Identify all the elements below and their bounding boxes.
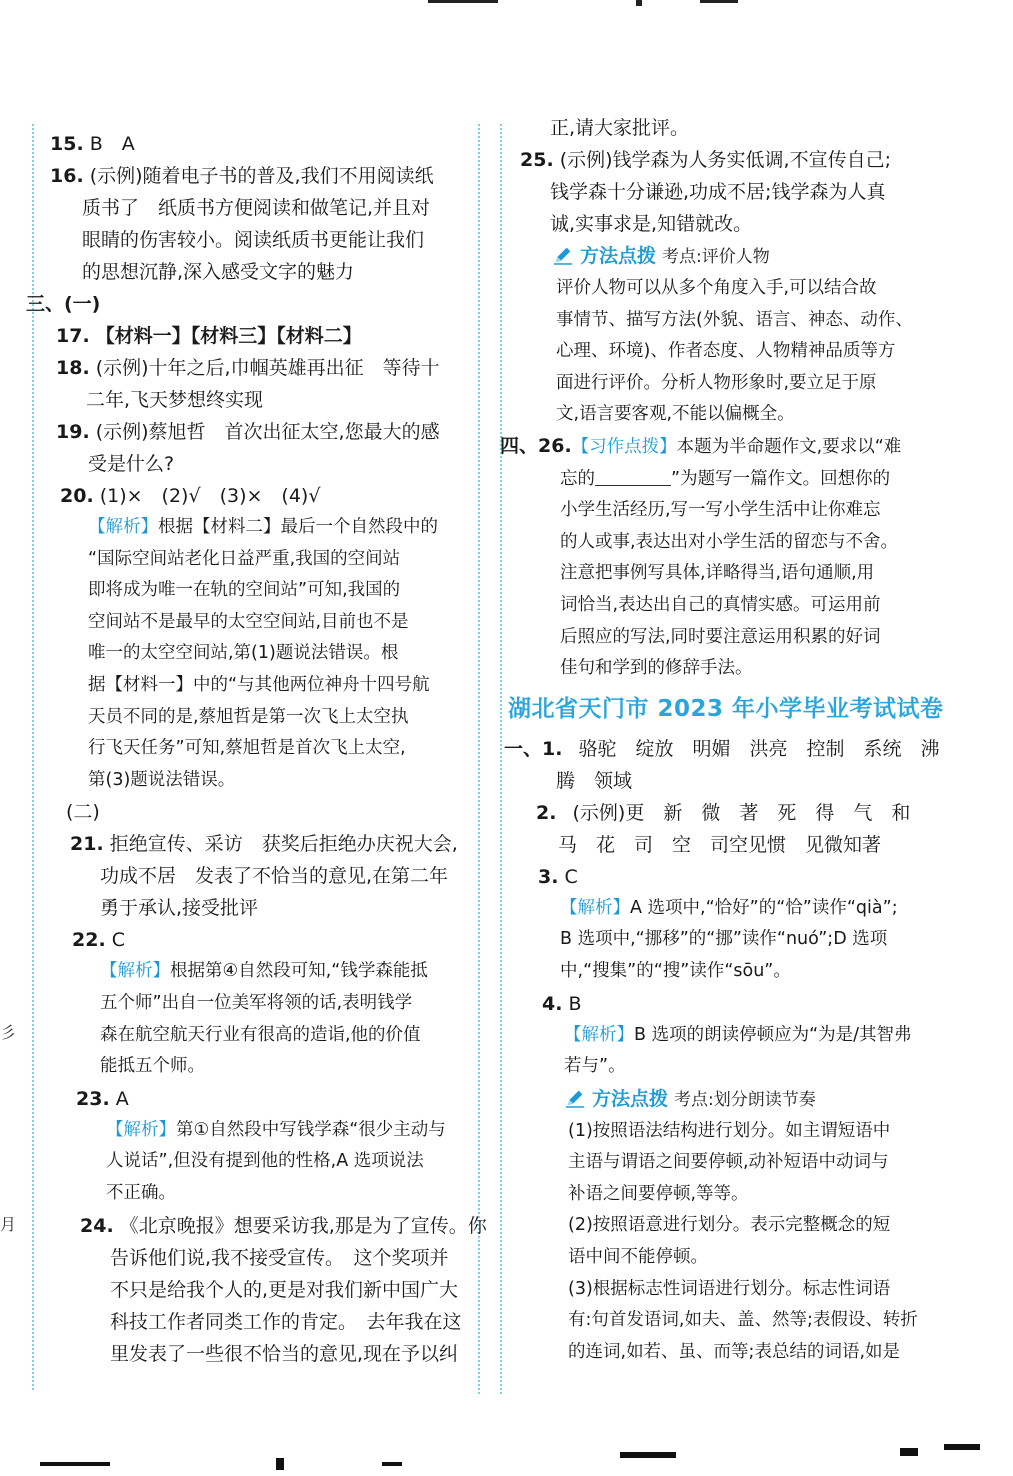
analysis-tag: 【解析】 <box>560 897 630 918</box>
s1-line: 骆驼 绽放 明媚 洪亮 控制 系统 沸 <box>578 737 940 760</box>
section-3-heading: 三、(一) <box>26 293 101 315</box>
q24-num: 24. <box>80 1214 114 1237</box>
q21-line: 功成不居 发表了不恰当的意见,在第二年 <box>100 865 449 888</box>
method-tip-point: 考点:划分朗读节奏 <box>674 1089 816 1110</box>
expl-line: “国际空间站老化日益严重,我国的空间站 <box>88 548 401 569</box>
scan-mark-bottom <box>276 1458 284 1470</box>
scan-mark-top <box>428 0 498 3</box>
method-tip-1-body <box>500 273 970 431</box>
q16-num: 16. <box>50 165 84 187</box>
s3-num: 3. <box>538 865 559 888</box>
expl-line: 不正确。 <box>106 1182 176 1203</box>
analysis-tag: 【解析】 <box>100 961 170 982</box>
q24-line: 告诉他们说,我不接受宣传。 这个奖项并 <box>110 1246 449 1269</box>
scan-mark-top <box>700 0 738 3</box>
expl-line: 中,“搜集”的“搜”读作“sōu”。 <box>560 960 791 981</box>
tip-line: (1)按照语法结构进行划分。如主谓短语中 <box>568 1120 891 1141</box>
scan-mark-top <box>636 0 642 6</box>
q22-explanation <box>26 956 476 1082</box>
answer-25 <box>500 144 970 176</box>
expl-line: B 选项中,“挪移”的“挪”读作“nuó”;D 选项 <box>560 929 888 950</box>
pencil-icon <box>564 1087 586 1109</box>
center-divider <box>478 124 480 1394</box>
q26-line: 注意把事例写具体,详略得当,语句通顺,用 <box>560 563 875 584</box>
q24-line: 不只是给我个人的,更是对我们新中国广大 <box>110 1278 459 1301</box>
q25-line: 诚,实事求是,知错就改。 <box>550 213 753 235</box>
tip-line: 的连词,如若、虽、而等;表总结的词语,如是 <box>568 1341 901 1362</box>
q20-text: (1)× (2)√ (3)× (4)√ <box>99 485 321 507</box>
expl-line: A 选项中,“恰好”的“恰”读作“qià”; <box>630 897 898 918</box>
s2-line: (示例)更 新 微 著 死 得 气 和 <box>572 801 911 824</box>
answer-s2 <box>500 797 970 829</box>
answer-22 <box>26 924 476 956</box>
s1-num: 一、1. <box>504 737 563 760</box>
scan-mark-bottom <box>944 1444 980 1450</box>
answer-20 <box>26 480 476 512</box>
method-tip-1-header <box>500 240 970 273</box>
expl-line: 即将成为唯一在轨的空间站”可知,我国的 <box>88 580 401 601</box>
q25-line: 钱学森十分谦逊,功成不居;钱学森为人真 <box>550 181 886 203</box>
expl-line: 根据第④自然段可知,“钱学森能抵 <box>170 961 428 982</box>
tip-line: 评价人物可以从多个角度入手,可以结合故 <box>556 278 877 298</box>
q26-num: 四、26. <box>500 434 572 457</box>
q26-line: 忘的 <box>560 468 595 489</box>
q15-text: B A <box>89 133 135 155</box>
q18-num: 18. <box>56 357 90 379</box>
answer-s4 <box>500 988 970 1020</box>
q25-num: 25. <box>520 149 554 171</box>
expl-line: 森在航空航天行业有很高的造诣,他的价值 <box>100 1024 421 1045</box>
tip-line: 语中间不能停顿。 <box>568 1247 708 1268</box>
expl-line: 据【材料一】中的“与其他两位神舟十四号航 <box>88 674 430 695</box>
q21-num: 21. <box>70 833 104 856</box>
q22-text: C <box>111 929 125 952</box>
tip-line: 补语之间要停顿,等等。 <box>568 1183 749 1204</box>
q19-line: (示例)蔡旭哲 首次出征太空,您最大的感 <box>95 421 440 443</box>
exam-section-title: 湖北省天门市 2023 年小学毕业考试试卷 <box>508 695 944 722</box>
tip-line: 主语与谓语之间要停顿,动补短语中动词与 <box>568 1152 889 1173</box>
answer-19 <box>26 416 476 448</box>
method-tip-title: 方法点拨 <box>580 245 657 267</box>
q20-explanation <box>26 512 476 796</box>
q15-num: 15. <box>50 133 84 155</box>
q19-num: 19. <box>56 421 90 443</box>
expl-line: B 选项的朗读停顿应为“为是/其智弗 <box>634 1024 912 1045</box>
tip-line: 有:句首发语词,如夫、盖、然等;表假设、转折 <box>568 1310 918 1331</box>
q21-line: 勇于承认,接受批评 <box>100 897 259 920</box>
q17-text: 【材料一】【材料三】【材料二】 <box>95 325 362 347</box>
q24-line: 《北京晚报》想要采访我,那是为了宣传。你 <box>119 1214 487 1237</box>
s3-text: C <box>564 865 578 888</box>
pencil-icon <box>552 244 574 266</box>
scan-mark-bottom <box>620 1452 676 1458</box>
scan-mark-bottom <box>900 1448 918 1456</box>
q24-line: 里发表了一些很不恰当的意见,现在予以纠 <box>110 1342 459 1365</box>
q26-line: 佳句和学到的修辞手法。 <box>560 658 753 679</box>
s4-text: B <box>568 992 582 1015</box>
answer-s3 <box>500 861 970 893</box>
q18-line: 二年,飞天梦想终实现 <box>86 389 264 411</box>
tip-line: 面进行评价。分析人物形象时,要立足于原 <box>556 372 877 393</box>
q26-line: 的人或事,表达出对小学生活的留恋与不舍。 <box>560 531 899 552</box>
s2-num: 2. <box>536 801 557 824</box>
q24-line: 科技工作者同类工作的肯定。 去年我在这 <box>110 1310 462 1333</box>
q24-continuation: 正,请大家批评。 <box>550 117 690 139</box>
method-tip-2-header <box>500 1083 970 1116</box>
tip-line: 事情节、描写方法(外貌、语言、神态、动作、 <box>556 309 913 330</box>
q22-num: 22. <box>72 929 106 952</box>
q23-text: A <box>115 1087 129 1110</box>
q23-num: 23. <box>76 1087 110 1110</box>
writing-tip-tag: 【习作点拨】 <box>571 436 677 457</box>
tip-line: 文,语言要客观,不能以偏概全。 <box>556 404 795 425</box>
expl-line: 人说话”,但没有提到他的性格,A 选项说法 <box>106 1151 424 1172</box>
expl-line: 能抵五个师。 <box>100 1056 205 1077</box>
q16-line: 的思想沉静,深入感受文字的魅力 <box>82 261 355 283</box>
analysis-tag: 【解析】 <box>88 517 158 537</box>
q16-line: (示例)随着电子书的普及,我们不用阅读纸 <box>89 165 434 187</box>
q21-line: 拒绝宣传、采访 获奖后拒绝办庆祝大会, <box>109 833 458 856</box>
tip-line: (2)按照语意进行划分。表示完整概念的短 <box>568 1215 891 1236</box>
expl-line: 若与”。 <box>564 1056 626 1077</box>
scan-mark-bottom <box>40 1462 110 1466</box>
s4-num: 4. <box>542 992 563 1015</box>
expl-line: 唯一的太空空间站,第(1)题说法错误。根 <box>88 643 399 664</box>
section-3b-heading: (二) <box>66 801 100 824</box>
expl-line: 五个师”出自一位美军将领的话,表明钱学 <box>100 992 413 1013</box>
analysis-tag: 【解析】 <box>564 1024 634 1045</box>
q17-num: 17. <box>56 325 90 347</box>
q25-line: (示例)钱学森为人务实低调,不宣传自己; <box>559 149 891 171</box>
answer-18 <box>26 352 476 384</box>
tip-line: (3)根据标志性词语进行划分。标志性词语 <box>568 1278 891 1299</box>
q18-line: (示例)十年之后,巾帼英雄再出征 等待十 <box>95 357 440 379</box>
answer-21 <box>26 828 476 860</box>
method-tip-title: 方法点拨 <box>592 1087 669 1110</box>
answer-17 <box>26 320 476 352</box>
s4-explanation <box>500 1020 970 1083</box>
expl-line: 第(3)题说法错误。 <box>88 769 236 790</box>
tip-line: 心理、环境)、作者态度、人物精神品质等方 <box>556 341 896 362</box>
expl-line: 第①自然段中写钱学森“很少主动与 <box>176 1119 446 1140</box>
q23-explanation <box>26 1115 476 1210</box>
q16-line: 质书了 纸质书方便阅读和做笔记,并且对 <box>82 197 431 219</box>
expl-line: 天员不同的是,蔡旭哲是第一次飞上太空执 <box>88 706 409 727</box>
answer-s1 <box>500 733 970 765</box>
method-tip-point: 考点:评价人物 <box>662 247 770 267</box>
edge-char: 彡 <box>0 1023 17 1042</box>
answer-15 <box>26 128 476 160</box>
q20-num: 20. <box>60 485 94 507</box>
expl-line: 行飞天任务”可知,蔡旭哲是首次飞上太空, <box>88 738 406 759</box>
analysis-tag: 【解析】 <box>106 1119 176 1140</box>
answer-23 <box>26 1083 476 1115</box>
q16-line: 眼睛的伤害较小。阅读纸质书更能让我们 <box>82 229 425 251</box>
answer-24 <box>26 1210 487 1242</box>
q26-line: 本题为半命题作文,要求以“难 <box>676 436 902 457</box>
scan-mark-bottom <box>382 1462 402 1466</box>
method-tip-2-body <box>500 1116 970 1369</box>
s2-line: 马 花 司 空 司空见惯 见微知著 <box>558 833 882 856</box>
expl-line: 空间站不是最早的太空空间站,目前也不是 <box>88 611 409 632</box>
q26-line: 后照应的写法,同时要注意运用积累的好词 <box>560 626 881 647</box>
s1-line: 腾 领域 <box>556 769 633 792</box>
right-column <box>500 112 970 1368</box>
q26-line: 词恰当,表达出自己的真情实感。可运用前 <box>560 594 881 615</box>
q26-line: 小学生活经历,写一写小学生活中让你难忘 <box>560 500 881 521</box>
s3-explanation <box>500 893 970 988</box>
answer-16 <box>26 160 476 192</box>
answer-26 <box>500 431 970 685</box>
edge-char: 月 <box>0 1215 17 1234</box>
expl-line: 根据【材料二】最后一个自然段中的 <box>158 517 438 537</box>
left-column <box>26 122 487 1370</box>
q26-line: ”为题写一篇作文。回想你的 <box>671 468 891 489</box>
title-blank <box>595 467 671 486</box>
q19-line: 受是什么? <box>88 453 175 475</box>
